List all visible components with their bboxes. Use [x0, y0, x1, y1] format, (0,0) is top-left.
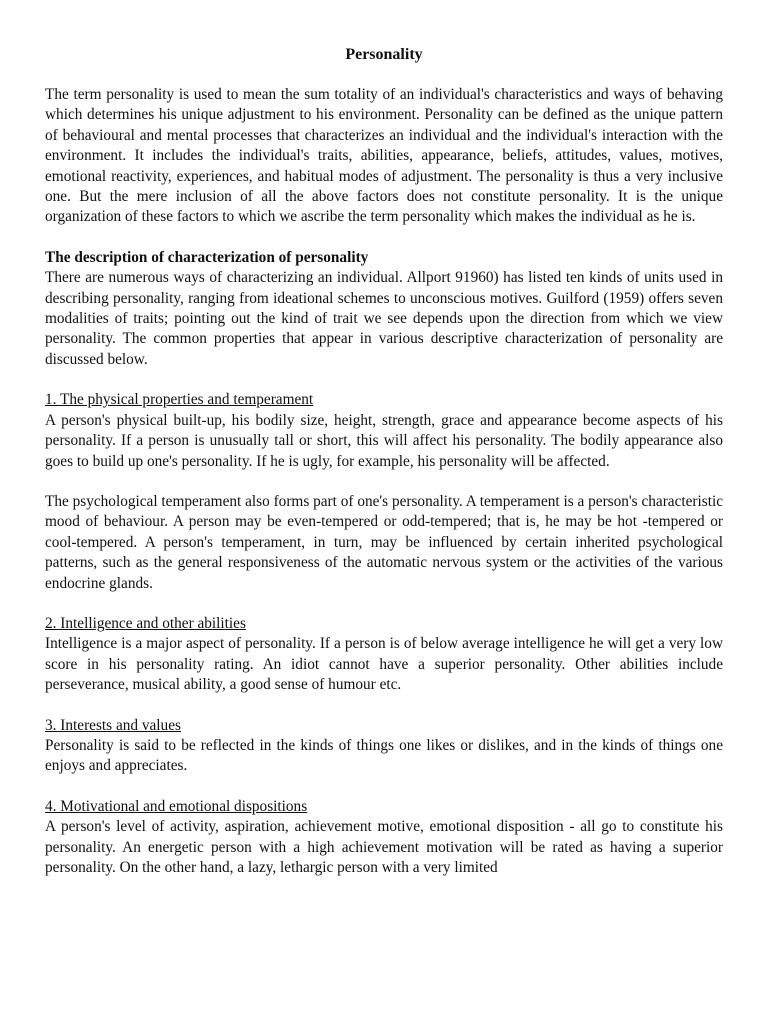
spacer: [45, 594, 723, 614]
section-paragraph: Intelligence is a major aspect of personality. If a person is of below average intelligence he will get a very low score in his personality rating. An idiot cannot have a superior personality. Other abilities include perseverance, musical ability, a good sense of humour etc.: [45, 635, 723, 694]
spacer: [45, 777, 723, 797]
section-paragraph: A person's level of activity, aspiration, achievement motive, emotional disposition - all go to constitute his personality. An energetic person with a high achievement motivation will be rated as having a superior personality. On the other hand, a lazy, lethargic person with a very limited: [45, 818, 723, 876]
description-paragraph: There are numerous ways of characterizing an individual. Allport 91960) has listed ten kinds of units used in describing personality, ranging from ideational schemes to unconscious motives. Guilford (1959) offers seven modalities of traits; pointing out the kind of trait we see depends upon the direction from which we view personality. The common properties that appear in various descriptive characterization of personality are discussed below.: [45, 269, 723, 368]
spacer: [45, 696, 723, 716]
section-heading-intelligence: 2. Intelligence and other abilities: [45, 614, 246, 632]
section-heading-interests: 3. Interests and values: [45, 716, 181, 734]
section-heading-physical: 1. The physical properties and temperament: [45, 391, 314, 409]
intro-paragraph: The term personality is used to mean the sum totality of an individual's characteristics and ways of behaving which determines his unique adjustment to his environment. Personality can be defined as the unique pattern of behavioural and mental processes that characterizes an individual and the individual's interaction with the environment. It includes the individual's traits, abilities, appearance, beliefs, attitudes, values, motives, emotional reactivity, experiences, and habitual modes of adjustment. The personality is thus a very inclusive one. But the mere inclusion of all the above factors does not constitute personality. It is the unique organization of these factors to which we ascribe the term personality which makes the individual as he is.: [45, 86, 723, 226]
section-paragraph: A person's physical built-up, his bodily size, height, strength, grace and appearance become aspects of his personality. If a person is unusually tall or short, this will affect his personality. The bodily appearance also goes to build up one's personality. If he is ugly, for example, his personality will be affected.: [45, 411, 723, 470]
spacer: [45, 370, 723, 390]
section-paragraph: Personality is said to be reflected in the kinds of things one likes or dislikes, and in the kinds of things one enjoys and appreciates.: [45, 736, 723, 775]
description-heading: The description of characterization of personality: [45, 248, 369, 266]
spacer: [45, 472, 723, 492]
page-title: Personality: [345, 46, 423, 63]
section-heading-motivation: 4. Motivational and emotional dispositions: [45, 797, 308, 815]
spacer: [45, 228, 723, 248]
document-page: [45, 44, 723, 878]
section-paragraph: The psychological temperament also forms part of one's personality. A temperament is a person's characteristic mood of behaviour. A person may be even-tempered or odd-tempered; that is, he may be hot -tempered or cool-tempered. A person's temperament, in turn, may be influenced by certain inherited psychological patterns, such as the general responsiveness of the automatic nervous system or the activities of the various endocrine glands.: [45, 492, 723, 592]
